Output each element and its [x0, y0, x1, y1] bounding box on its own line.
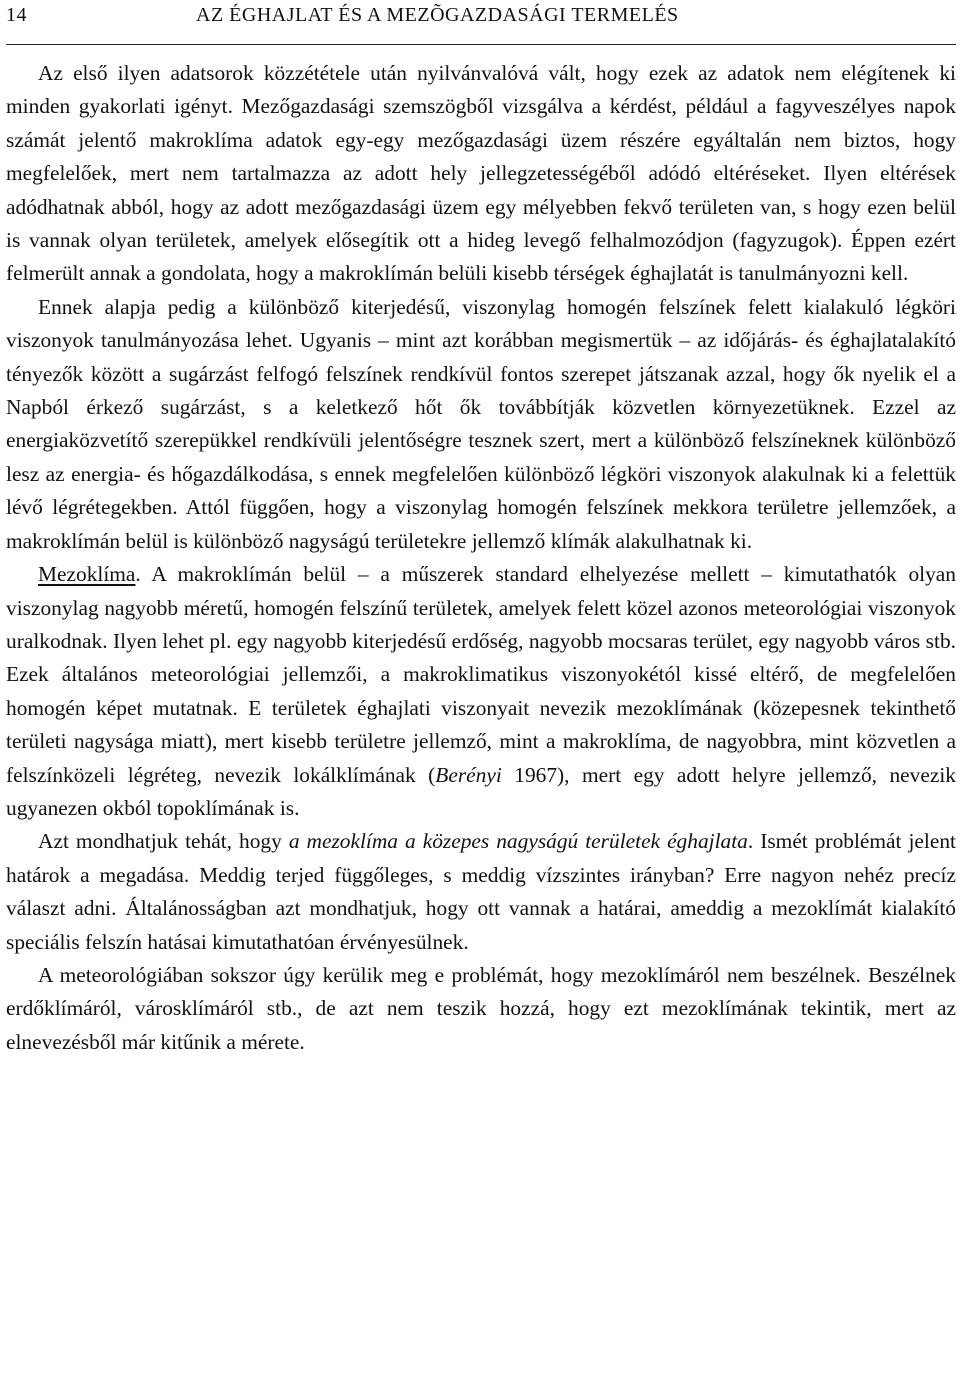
paragraph-3-text-a: . A makroklímán belül – a műszerek standard elhelyezése mellett – kimutathatók olyan viszonylag nagyobb méretű, homogén felszínű területek, amelyek felett közel azonos meteorológiai viszonyok uralkodnak. Ilyen lehet pl. egy nagyobb kiterjedésű erdőség, nagyobb mocsaras terület, egy nagyobb város stb. Ezek általános meteorológiai jellemzői, a makroklimatikus viszonyokétól kissé eltérő, de megfelelően homogén képet mutatnak. E területek éghajlati viszonyait nevezik mezoklímának (közepesnek tekinthető területi nagysága miatt), mert kisebb területre jellemző, mint a makroklíma, de nagyobbra, mint közvetlen a felszínközeli légréteg, nevezik lokálklímának (: [6, 562, 956, 787]
page-number: 14: [6, 4, 27, 26]
author-citation: Berényi: [435, 762, 502, 787]
running-title: AZ ÉGHAJLAT ÉS A MEZÕGAZDASÁGI TERMELÉS: [196, 4, 679, 26]
paragraph-5: A meteorológiában sokszor úgy kerülik meg e problémát, hogy mezoklímáról nem beszélnek. Beszélnek erdőklímáról, városklímáról stb., de azt nem teszik hozzá, hogy ezt mezoklímának tekintik, mert az elnevezésből már kitűnik a mérete.: [6, 962, 956, 1054]
document-page: [6, 0, 956, 1059]
term-mezoklima: Mezoklíma: [38, 562, 136, 587]
paragraph-2: Ennek alapja pedig a különböző kiterjedésű, viszonylag homogén felszínek felett kialakuló légköri viszonyok tanulmányozása lehet. Ugyanis – mint azt korábban megismertük – az időjárás- és éghajlatalakító tényezők között a sugárzást felfogó felszínek rendkívül fontos szerepet játszanak azzal, hogy ők nyelik el a Napból érkező sugárzást, s a keletkező hőt ők továbbítják közvetlen környezetüknek. Ezzel az energiaközvetítő szerepükkel rendkívüli jelentőségre tesznek szert, mert a különböző felszíneknek különböző lesz az energia- és hőgazdálkodása, s ennek megfelelően különböző légköri viszonyok alakulnak ki a felettük lévő légrétegekben. Attól függően, hogy a viszonylag homogén felszínek mekkora területre jellemzőek, a makroklímán belül is különböző nagyságú területekre jellemző klímák alakulhatnak ki.: [6, 294, 956, 553]
paragraph-4-text-a: Azt mondhatjuk tehát, hogy: [38, 829, 289, 854]
paragraph-1: Az első ilyen adatsorok közzététele után nyilvánvalóvá vált, hogy ezek az adatok nem elégítenek ki minden gyakorlati igényt. Mezőgazdasági szemszögből vizsgálva a kérdést, például a fagyveszélyes napok számát jelentő makroklíma adatok egy-egy mezőgazdasági üzem részére egyáltalán nem biztos, hogy megfelelőek, mert nem tartalmazza az adott hely jellegzetességéből adódó eltéréseket. Ilyen eltérések adódhatnak abból, hogy az adott mezőgazdasági üzem egy mélyebben fekvő területen van, s hogy ezen belül is vannak olyan területek, amelyek elősegítik ott a hideg levegő felhalmozódjon (fagyzugok). Éppen ezért felmerült annak a gondolata, hogy a makroklímán belüli kisebb térségek éghajlatát is tanulmányozni kell.: [6, 61, 956, 286]
definition-italic: a mezoklíma a közepes nagyságú területek éghajlata: [288, 829, 748, 854]
paragraph-3: [6, 558, 956, 825]
paragraph-4: [6, 825, 956, 959]
running-header: [6, 0, 956, 45]
paragraph-3-text-b: 1967), mert egy adott helyre jellemző, nevezik ugyanezen okból topoklímának is.: [6, 762, 956, 820]
paragraph-4-text-b: . Ismét problémát jelent határok a megadása. Meddig terjed függőleges, s meddig vízszintes irányban? Erre nagyon nehéz precíz választ adni. Általánosságban azt mondhatjuk, hogy ott vannak a határai, ameddig a mezoklímát kialakító speciális felszín hatásai kimutathatóan érvényesülnek.: [6, 829, 956, 954]
body-text: [6, 57, 956, 1059]
